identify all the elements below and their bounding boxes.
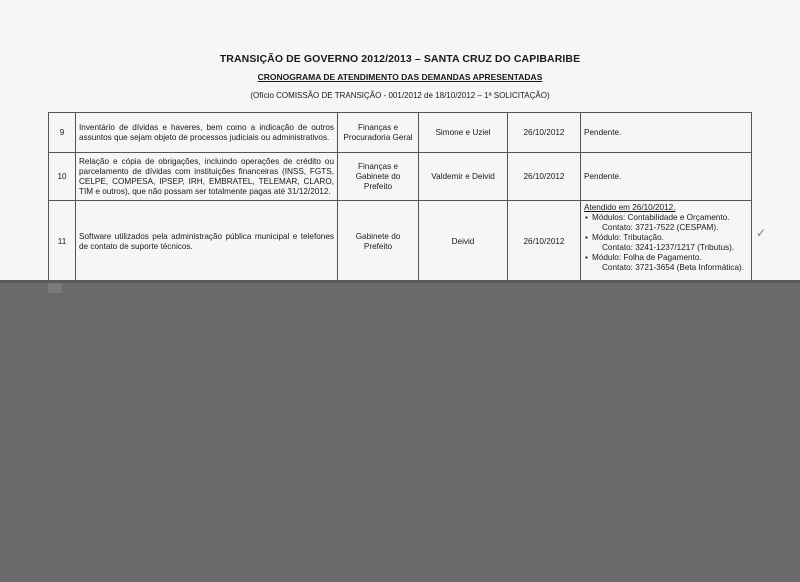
module-name: ▪ Módulo: Tributação.: [592, 233, 664, 242]
row-status: Pendente.: [581, 153, 752, 201]
document-reference: (Ofício COMISSÃO DE TRANSIÇÃO - 001/2012 de 18/10/2012 – 1ª SOLICITAÇÃO): [250, 91, 550, 100]
row-description: Software utilizados pela administração pública municipal e telefones de contato de suporte técnicos.: [76, 201, 338, 283]
row-assignee: Deivid: [419, 201, 508, 283]
module-list: [584, 213, 748, 273]
row-number: 11: [49, 201, 76, 283]
row-description: Relação e cópia de obrigações, incluindo operações de crédito ou parcelamento de dívidas com instituições financeiras (INSS, FGTS, CELPE, COMPESA, IPSEP, IRH, EMBRATEL, TELEMAR, CLARO, TIM e outros), que não possam ser totalmente pagas até 31/12/2012.: [76, 153, 338, 201]
row-status: [581, 201, 752, 283]
row-date: 26/10/2012: [508, 113, 581, 153]
row-description: Inventário de dívidas e haveres, bem como a indicação de outros assuntos que sejam objeto de processos judiciais ou administrativos.: [76, 113, 338, 153]
row-number: 10: [49, 153, 76, 201]
row-assignee: Valdemir e Deivid: [419, 153, 508, 201]
module-name: ▪ Módulos: Contabilidade e Orçamento.: [592, 213, 730, 222]
list-item: [592, 213, 748, 233]
status-attended: Atendido em 26/10/2012.: [584, 203, 676, 212]
row-date: 26/10/2012: [508, 201, 581, 283]
module-contact: Contato: 3721-3654 (Beta Informática).: [602, 263, 744, 272]
demands-table: [48, 112, 752, 283]
overlay-notch: [48, 283, 62, 293]
module-name: ▪ Módulo: Folha de Pagamento.: [592, 253, 702, 262]
check-mark-annotation: ✓: [756, 226, 767, 240]
table-row: [49, 113, 752, 153]
document-subtitle: CRONOGRAMA DE ATENDIMENTO DAS DEMANDAS APRESENTADAS: [257, 72, 543, 82]
row-responsible: Finanças e Procuradoria Geral: [338, 113, 419, 153]
row-date: 26/10/2012: [508, 153, 581, 201]
row-responsible: Finanças e Gabinete do Prefeito: [338, 153, 419, 201]
list-item: [592, 233, 748, 253]
table-row: [49, 201, 752, 283]
row-status: Pendente.: [581, 113, 752, 153]
module-contact: Contato: 3241-1237/1217 (Tributus).: [602, 243, 735, 252]
list-item: [592, 253, 748, 273]
module-contact: Contato: 3721-7522 (CESPAM).: [602, 223, 719, 232]
row-number: 9: [49, 113, 76, 153]
row-assignee: Simone e Uziel: [419, 113, 508, 153]
redaction-overlay: [0, 280, 800, 582]
row-responsible: Gabinete do Prefeito: [338, 201, 419, 283]
table-row: [49, 153, 752, 201]
overlay-edge: [0, 280, 800, 283]
document-title: TRANSIÇÃO DE GOVERNO 2012/2013 – SANTA CRUZ DO CAPIBARIBE: [219, 53, 581, 65]
